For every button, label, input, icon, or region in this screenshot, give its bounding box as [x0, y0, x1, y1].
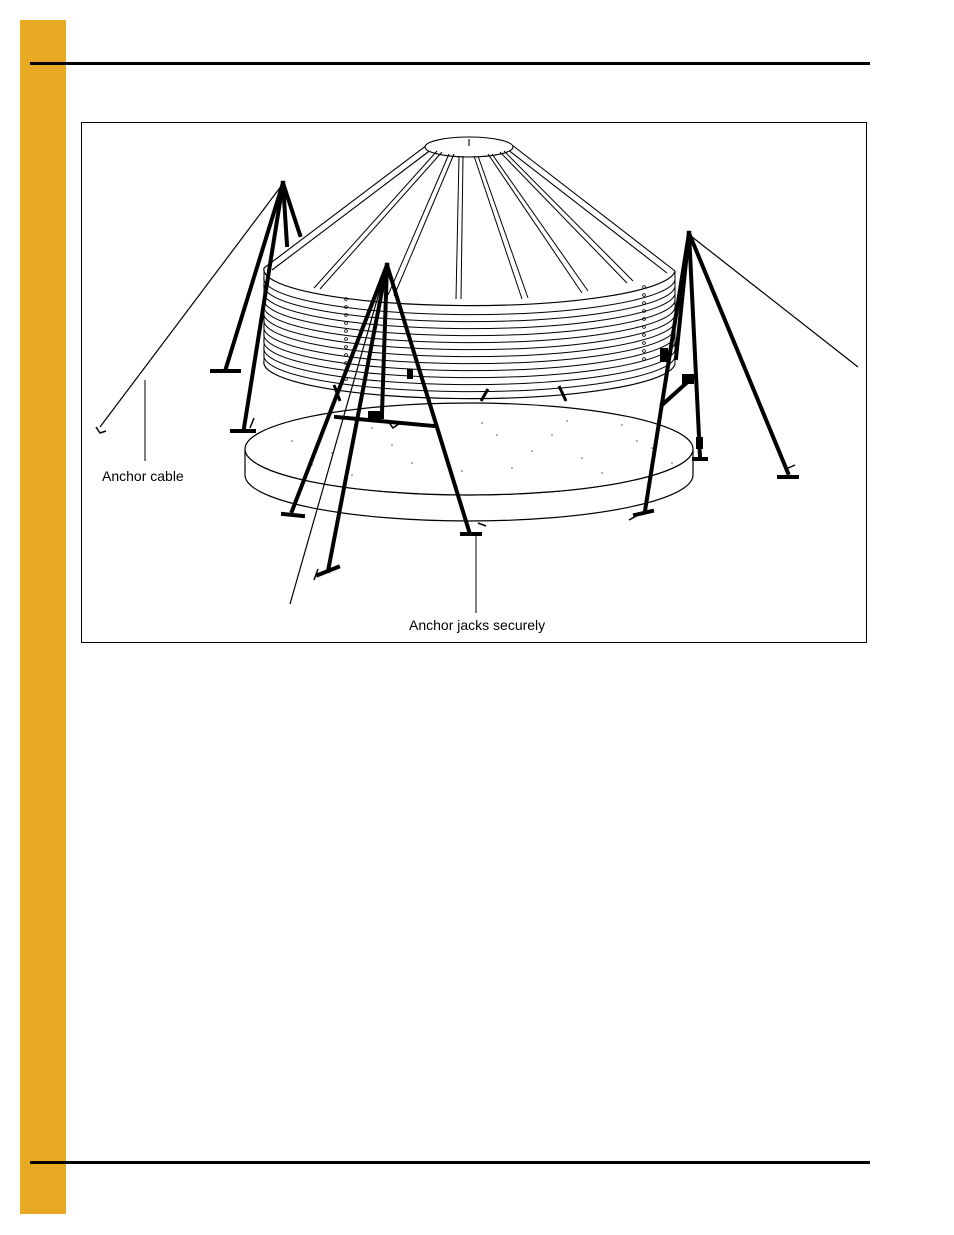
footer-rule — [30, 1161, 870, 1164]
anchor-jacks-label: Anchor jacks securely — [409, 617, 546, 633]
chapter-side-tab — [20, 20, 66, 1214]
anchor-cable-label: Anchor cable — [102, 468, 184, 484]
bin-wall-rings — [264, 268, 675, 399]
bin-jacking-illustration — [81, 122, 867, 643]
bin-roof — [264, 137, 675, 299]
header-rule — [30, 62, 870, 65]
bin-jack-drawing — [82, 123, 868, 644]
